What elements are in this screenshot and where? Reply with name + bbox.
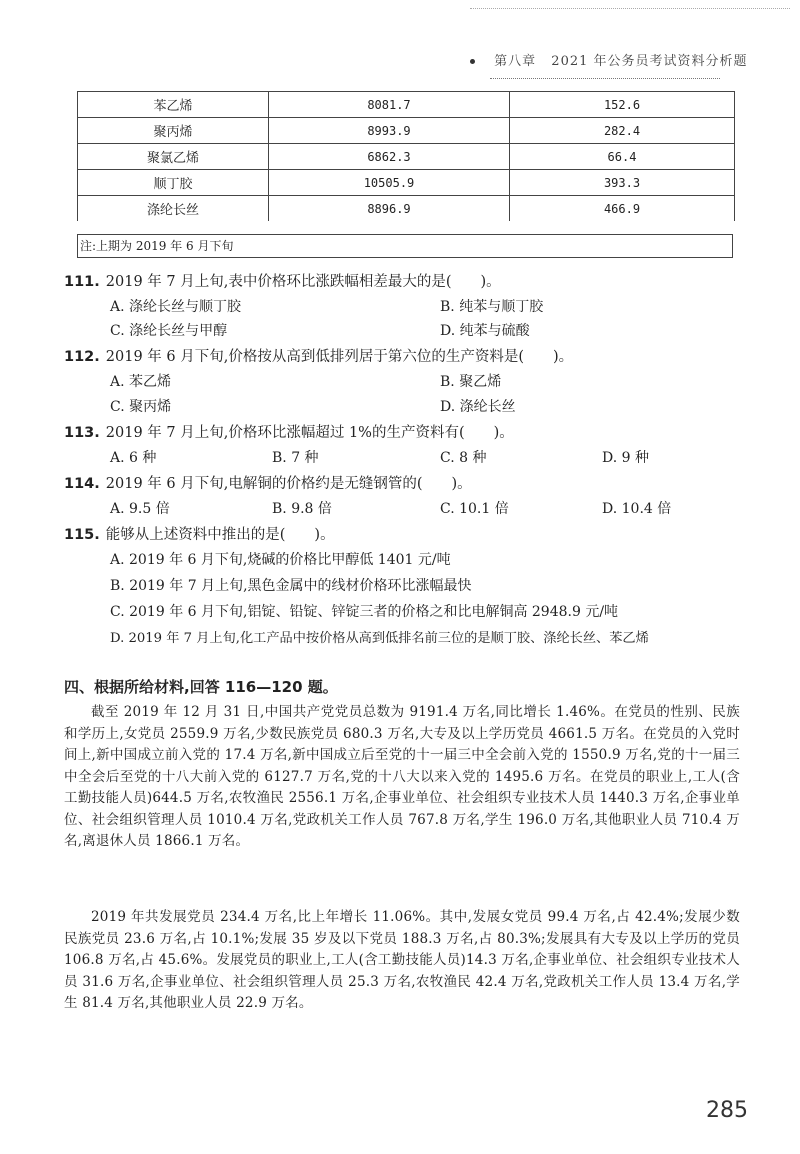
paragraph-1: 截至 2019 年 12 月 31 日,中国共产党党员总数为 9191.4 万名,同比增长 1.46%。在党员的性别、民族和学历上,女党员 2559.9 万名,少数民族党员 680.3 万名,大专及以上学历党员 4661.5 万名。在党员的入党时间上,新中国成立前入党的 17.4 万名,新中国成立后至党的十一届三中全会前入党的 1550.9 万名,党的十一届三中全会后至党的十八大前入党的 6127.7 万名,党的十八大以来入党的 1495.6 万名。在党员的职业上,工人(含工勤技能人员)644.5 万名,农牧渔民 2556.1 万名,企事业单位、社会组织专业技术人员 1440.3 万名,企事业单位、社会组织管理人员 1010.4 万名,党政机关工作人员 767.8 万名,学生 196.0 万名,其他职业人员 710.4 万名,离退休人员 1866.1 万名。 <box>64 704 740 849</box>
option-b: B. 2019 年 7 月上旬,黑色金属中的线材价格环比涨幅最快 <box>110 578 472 594</box>
question-text: 能够从上述资料中推出的是( )。 <box>105 527 335 543</box>
option-a: A. 2019 年 6 月下旬,烧碱的价格比甲醇低 1401 元/吨 <box>110 552 451 568</box>
option-a: A. 涤纶长丝与顺丁胶 <box>110 299 242 315</box>
page-number: 285 <box>706 1098 748 1123</box>
option-a: A. 6 种 <box>110 450 157 466</box>
table-cell-value: 8081.7 <box>269 92 510 118</box>
question-112 <box>64 345 573 366</box>
option-d: D. 9 种 <box>602 450 649 466</box>
option-b: B. 纯苯与顺丁胶 <box>440 299 544 315</box>
table-row <box>78 92 735 118</box>
question-number: 113. <box>64 425 100 441</box>
option-c: C. 涤纶长丝与甲醇 <box>110 323 228 339</box>
header-rule <box>490 78 720 79</box>
top-dotted-line <box>470 8 790 9</box>
table-cell-name: 涤纶长丝 <box>78 196 269 222</box>
header-chapter: 第八章 <box>494 54 537 69</box>
table-cell-value: 152.6 <box>510 92 735 118</box>
question-number: 112. <box>64 349 100 365</box>
table-cell-value: 282.4 <box>510 118 735 144</box>
running-header <box>470 50 760 69</box>
option-a: A. 苯乙烯 <box>110 374 172 390</box>
table-cell-name: 聚氯乙烯 <box>78 144 269 170</box>
option-c: C. 10.1 倍 <box>440 501 509 517</box>
question-115 <box>64 523 335 544</box>
table-cell-value: 393.3 <box>510 170 735 196</box>
question-text: 2019 年 7 月上旬,表中价格环比涨跌幅相差最大的是( )。 <box>105 274 501 290</box>
table-row <box>78 170 735 196</box>
question-number: 114. <box>64 476 100 492</box>
table-row <box>78 196 735 222</box>
question-text: 2019 年 7 月上旬,价格环比涨幅超过 1%的生产资料有( )。 <box>105 425 514 441</box>
table-row <box>78 118 735 144</box>
table-cell-value: 8896.9 <box>269 196 510 222</box>
paragraph-2: 2019 年共发展党员 234.4 万名,比上年增长 11.06%。其中,发展女党员 99.4 万名,占 42.4%;发展少数民族党员 23.6 万名,占 10.1%;发展 35 岁及以下党员 188.3 万名,占 80.3%;发展具有大专及以上学历的党员 106.8 万名,占 45.6%。发展党员的职业上,工人(含工勤技能人员)14.3 万名,企事业单位、社会组织专业技术人员 31.6 万名,企事业单位、社会组织管理人员 25.3 万名,农牧渔民 42.4 万名,党政机关工作人员 13.4 万名,学生 81.4 万名,其他职业人员 22.9 万名。 <box>64 909 740 1011</box>
table-cell-value: 66.4 <box>510 144 735 170</box>
table-cell-name: 聚丙烯 <box>78 118 269 144</box>
question-114 <box>64 472 472 493</box>
option-c: C. 2019 年 6 月下旬,铝锭、铅锭、锌锭三者的价格之和比电解铜高 2948.9 元/吨 <box>110 604 619 620</box>
option-b: B. 聚乙烯 <box>440 374 502 390</box>
table-cell-value: 6862.3 <box>269 144 510 170</box>
question-number: 115. <box>64 527 100 543</box>
option-d: D. 涤纶长丝 <box>440 399 516 415</box>
price-table <box>77 91 735 221</box>
question-text: 2019 年 6 月下旬,电解铜的价格约是无缝钢管的( )。 <box>105 476 472 492</box>
table-note: 注:上期为 2019 年 6 月下旬 <box>77 234 733 258</box>
table-cell-value: 10505.9 <box>269 170 510 196</box>
section-heading: 四、根据所给材料,回答 116—120 题。 <box>64 678 338 696</box>
header-title: 2021 年公务员考试资料分析题 <box>551 54 748 69</box>
option-c: C. 8 种 <box>440 450 487 466</box>
option-c: C. 聚丙烯 <box>110 399 172 415</box>
table-cell-value: 8993.9 <box>269 118 510 144</box>
option-a: A. 9.5 倍 <box>110 501 170 517</box>
question-text: 2019 年 6 月下旬,价格按从高到低排列居于第六位的生产资料是( )。 <box>105 349 574 365</box>
option-b: B. 9.8 倍 <box>272 501 332 517</box>
table-row <box>78 144 735 170</box>
table-cell-name: 苯乙烯 <box>78 92 269 118</box>
table-cell-value: 466.9 <box>510 196 735 222</box>
option-d: D. 2019 年 7 月上旬,化工产品中按价格从高到低排名前三位的是顺丁胶、涤纶长丝、苯乙烯 <box>110 631 649 646</box>
option-d: D. 10.4 倍 <box>602 501 672 517</box>
bullet-icon <box>470 59 475 64</box>
question-111 <box>64 270 501 291</box>
option-b: B. 7 种 <box>272 450 319 466</box>
question-113 <box>64 421 514 442</box>
table-cell-name: 顺丁胶 <box>78 170 269 196</box>
question-number: 111. <box>64 274 100 290</box>
option-d: D. 纯苯与硫酸 <box>440 323 530 339</box>
